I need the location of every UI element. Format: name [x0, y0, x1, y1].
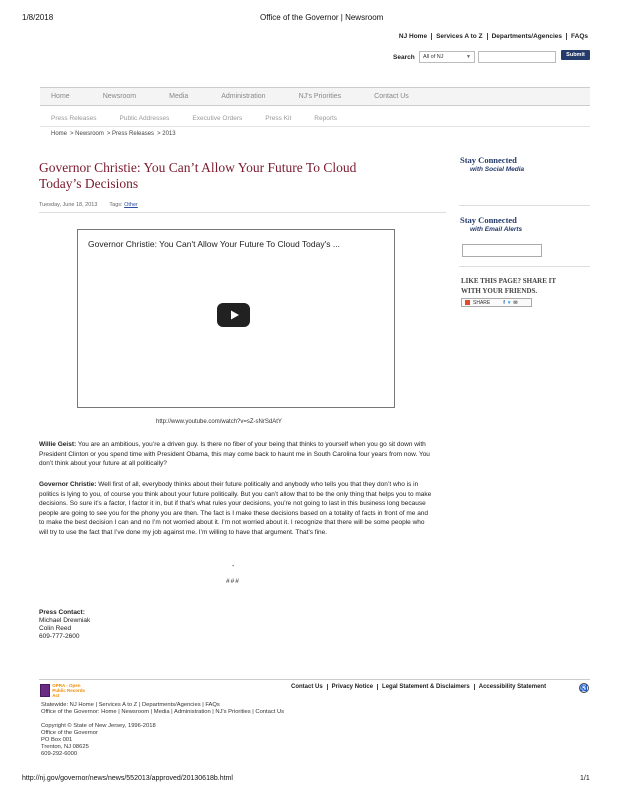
- opra-logo[interactable]: [40, 683, 86, 698]
- page-title: Governor Christie: You Can’t Allow Your Future To Cloud Today’s Decisions: [39, 160, 357, 191]
- email-alert-input[interactable]: [462, 244, 542, 257]
- nav-priorities[interactable]: NJ's Priorities: [298, 93, 342, 100]
- search-scope-select[interactable]: [419, 51, 475, 63]
- accessibility-icon[interactable]: ♿: [579, 683, 589, 693]
- play-icon[interactable]: [217, 303, 250, 327]
- top-link-nj-home[interactable]: NJ Home: [395, 33, 432, 40]
- video-embed[interactable]: [77, 229, 395, 408]
- opra-text: [52, 683, 86, 698]
- opra-line1: OPRA - Open: [52, 683, 81, 688]
- print-page: 1/1: [580, 775, 590, 782]
- article-tags: [109, 202, 137, 208]
- speaker-christie: Governor Christie:: [39, 481, 97, 488]
- press-contact: [39, 609, 90, 641]
- breadcrumb-year[interactable]: > 2013: [157, 131, 176, 137]
- search-scope-value: All of NJ: [423, 54, 444, 60]
- footer-statewide: Statewide: NJ Home | Services A to Z | Departments/Agencies | FAQs: [41, 702, 220, 708]
- sub-nav: [40, 111, 590, 127]
- footer-address-1: Office of the Governor: [41, 730, 98, 736]
- social-subtitle[interactable]: with Social Media: [470, 166, 525, 173]
- email-icon: ✉: [513, 299, 518, 306]
- search-submit-button[interactable]: Submit: [561, 50, 590, 60]
- share-label: SHARE: [473, 299, 491, 306]
- press-contact-name-2: Colin Reed: [39, 625, 72, 632]
- paragraph-geist: [39, 440, 435, 469]
- email-subtitle[interactable]: with Email Alerts: [470, 226, 523, 233]
- subnav-public-addresses[interactable]: Public Addresses: [119, 115, 170, 122]
- footer-link-privacy[interactable]: Privacy Notice: [328, 684, 378, 690]
- article-date: Tuesday, June 18, 2013: [39, 202, 98, 208]
- top-link-faqs[interactable]: FAQs: [571, 33, 588, 40]
- breadcrumb-home[interactable]: Home: [51, 131, 68, 137]
- opra-icon: [40, 684, 50, 697]
- share-prompt-line2: WITH YOUR FRIENDS.: [461, 287, 538, 295]
- search-input[interactable]: [478, 51, 556, 63]
- share-button[interactable]: [461, 298, 532, 307]
- breadcrumb-press-releases[interactable]: > Press Releases: [106, 131, 155, 137]
- video-url[interactable]: http://www.youtube.com/watch?v=sZ-sNrSdAtY: [156, 419, 282, 425]
- subnav-executive-orders[interactable]: Executive Orders: [192, 115, 243, 122]
- top-link-services[interactable]: Services A to Z: [432, 33, 487, 40]
- main-nav: [40, 87, 590, 106]
- end-mark: ###: [226, 578, 240, 585]
- footer-copyright: Copyright © State of New Jersey, 1996-2018: [41, 723, 156, 729]
- nav-media[interactable]: Media: [169, 93, 189, 100]
- email-title: Stay Connected: [460, 215, 517, 225]
- print-date: 1/8/2018: [22, 13, 54, 22]
- footer-address-2: PO Box 001: [41, 737, 73, 743]
- top-links: [395, 33, 588, 40]
- top-link-departments[interactable]: Departments/Agencies: [488, 33, 567, 40]
- footer-link-contact[interactable]: Contact Us: [287, 684, 328, 690]
- footer-divider: [39, 679, 590, 680]
- nav-newsroom[interactable]: Newsroom: [102, 93, 137, 100]
- paragraph-geist-text: You are an ambitious, you’re a driven guy. Is there no fiber of your being that thinks to yourself when you go sit down with President Clinton or you spend time with President Obama, this may come back to haunt me in South Carolina four years from now. You don’t think about your future at all politically?: [39, 441, 430, 468]
- article-meta: [39, 202, 138, 208]
- paragraph-christie: [39, 480, 435, 538]
- nav-contact[interactable]: Contact Us: [374, 93, 409, 100]
- search-label: Search: [393, 54, 415, 61]
- breadcrumb: [51, 131, 176, 137]
- press-contact-name-1: Michael Drewniak: [39, 617, 91, 624]
- print-title: Office of the Governor | Newsroom: [260, 13, 384, 22]
- footer-address-3: Trenton, NJ 08625: [41, 744, 89, 750]
- nav-administration[interactable]: Administration: [221, 93, 266, 100]
- breadcrumb-newsroom[interactable]: > Newsroom: [70, 131, 104, 137]
- tag-link-other[interactable]: Other: [124, 202, 138, 208]
- footer-phone: 609-292-6000: [41, 751, 78, 757]
- facebook-icon: f: [503, 299, 505, 306]
- footer-office: Office of the Governor: Home | Newsroom | Media | Administration | NJ's Priorities | Contact Us: [41, 709, 285, 715]
- subnav-press-releases[interactable]: Press Releases: [51, 115, 97, 122]
- opra-line2: Public Records Act: [52, 688, 85, 698]
- title-divider: [39, 212, 446, 213]
- sidebar-divider: [459, 266, 590, 267]
- footer-link-accessibility[interactable]: Accessibility Statement: [478, 684, 547, 690]
- separator-dash: -: [232, 563, 235, 570]
- twitter-icon: ▾: [507, 299, 511, 306]
- nav-home[interactable]: Home: [51, 93, 70, 100]
- footer-links: [287, 684, 550, 690]
- share-prompt-line1: LIKE THIS PAGE? SHARE IT: [461, 277, 557, 285]
- press-contact-label: Press Contact:: [39, 609, 85, 616]
- subnav-press-kit[interactable]: Press Kit: [265, 115, 292, 122]
- press-contact-phone: 609-777-2600: [39, 633, 80, 640]
- speaker-geist: Willie Geist:: [39, 441, 77, 448]
- tags-label: Tags:: [109, 202, 123, 208]
- chevron-down-icon: ▼: [466, 54, 471, 60]
- social-title: Stay Connected: [460, 155, 517, 165]
- print-url: http://nj.gov/governor/news/news/552013/approved/20130618b.html: [22, 775, 233, 782]
- video-title: Governor Christie: You Can't Allow Your Future To Cloud Today's ...: [88, 239, 340, 249]
- subnav-reports[interactable]: Reports: [314, 115, 338, 122]
- paragraph-christie-text: Well first of all, everybody thinks about their future politically and anybody who tells you that they don’t who is in politics is lying to you, of course you think about your future politically. But you can’t allow that to be the only thing that helps you to make decisions. So sure it’s a factor, I factor it in, but if that’s what rules your decisions, you’re not going to last in this business long because people are going to see you for the phony you are then. The fact is I make these decisions based on a totality of facts in front of me and to make the best decision I can and no I’m not worried about it. I’m not worried about it. I recognize that there will be some people who will try to use the fact that I’ve done my job against me. I’m willing to have that argument. That’s fine.: [39, 481, 432, 536]
- footer-link-legal[interactable]: Legal Statement & Disclaimers: [378, 684, 475, 690]
- share-prompt: [461, 276, 556, 296]
- sidebar-divider: [459, 205, 590, 206]
- share-icon: [465, 300, 470, 305]
